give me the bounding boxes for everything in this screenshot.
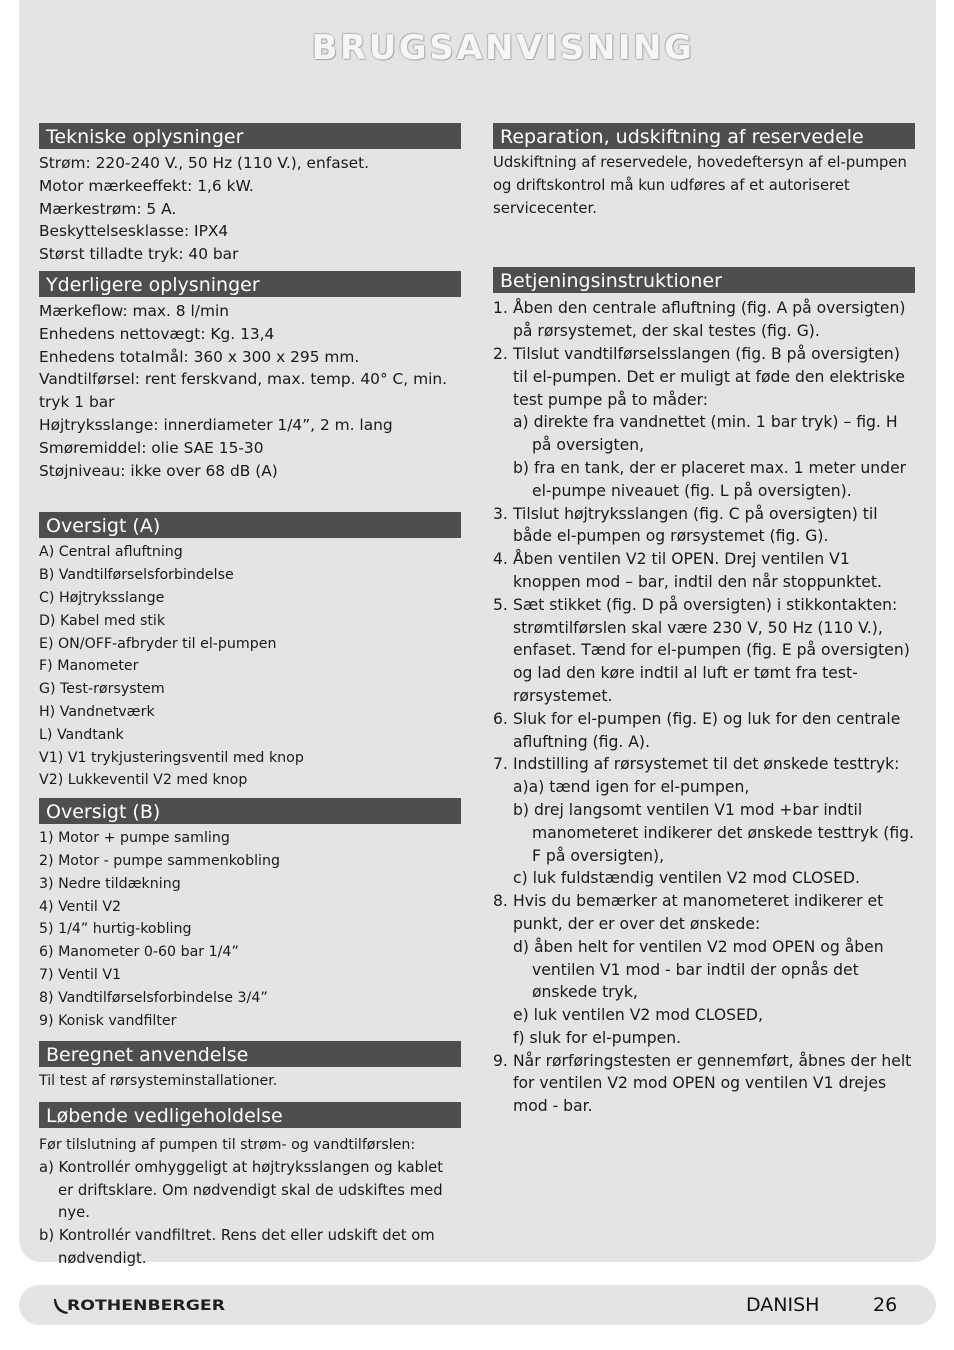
step-text: Tilslut vandtilførselsslangen (fig. B på oversigten) til el-pumpen. Det er muligt at føde den elektriske test pumpe på to måder: (513, 344, 905, 409)
operation-step (493, 343, 915, 503)
page-footer (19, 1285, 936, 1325)
footer-language: DANISH (746, 1294, 820, 1316)
additional-info-line: Mærkeflow: max. 8 l/min (39, 301, 229, 320)
rothenberger-logo (53, 1294, 228, 1316)
technical-info-line: Størst tilladte tryk: 40 bar (39, 245, 239, 264)
maintenance-heading: Løbende vedligeholdelse (39, 1102, 461, 1128)
step-sub-item: c) luk fuldstændig ventilen V2 mod CLOSED. (513, 869, 860, 888)
step-sub-list (513, 776, 915, 890)
repair-heading: Reparation, udskiftning af reservedele (493, 123, 915, 149)
operation-heading: Betjeningsinstruktioner (493, 267, 915, 293)
additional-info-line: tryk 1 bar (39, 393, 115, 412)
operation-step (493, 753, 915, 890)
step-text: Åben den centrale afluftning (fig. A på oversigten) på rørsystemet, der skal testes (fig. G). (513, 299, 906, 341)
operation-step (493, 890, 915, 1050)
step-text: Indstilling af rørsystemet til det ønskede testtryk: (513, 755, 900, 774)
maintenance-section (39, 1102, 461, 1271)
overview-b-item: 2) Motor - pumpe sammenkobling (39, 852, 280, 869)
technical-info-section (39, 123, 461, 266)
overview-a-item: E) ON/OFF-afbryder til el-pumpen (39, 635, 277, 652)
step-sub-item: b) drej langsomt ventilen V1 mod +bar indtil manometeret indikerer det ønskede testtryk (fig. F på oversigten), (513, 800, 915, 865)
overview-a-item: D) Kabel med stik (39, 612, 166, 629)
step-text: Åben ventilen V2 til OPEN. Drej ventilen V1 knoppen mod – bar, indtil den når stoppunktet. (513, 550, 882, 591)
step-sub-list (513, 936, 915, 1050)
step-number: 2. (493, 344, 508, 363)
additional-info-section (39, 271, 461, 482)
page-title: BRUGSANVISNING (311, 28, 695, 68)
overview-a-item: F) Manometer (39, 658, 139, 675)
operation-section (493, 267, 915, 1118)
overview-a-item: C) Højtryksslange (39, 589, 165, 606)
operation-step (493, 708, 915, 754)
step-number: 6. (493, 709, 508, 728)
overview-b-item: 1) Motor + pumpe samling (39, 830, 230, 847)
additional-info-line: Vandtilførsel: rent ferskvand, max. temp. 40° C, min. (39, 370, 447, 389)
overview-b-item: 3) Nedre tildækning (39, 875, 181, 892)
overview-a-item: V2) Lukkeventil V2 med knop (39, 772, 248, 789)
step-text: Hvis du bemærker at manometeret indikerer et punkt, der er over det ønskede: (513, 892, 884, 933)
operation-step (493, 548, 915, 594)
technical-info-line: Strøm: 220-240 V., 50 Hz (110 V.), enfaset. (39, 154, 370, 172)
overview-a-item: V1) V1 trykjusteringsventil med knop (39, 749, 304, 766)
step-number: 5. (493, 595, 508, 614)
additional-info-line: Enhedens nettovægt: Kg. 13,4 (39, 324, 275, 343)
step-text: Når rørføringstesten er gennemført, åbnes der helt for ventilen V2 mod OPEN og ventilen V1 drejes mod - bar. (513, 1051, 912, 1116)
step-sub-item: d) åben helt for ventilen V2 mod OPEN og åben ventilen V1 mod - bar indtil der opnås det ønskede tryk, (513, 937, 884, 1002)
operation-step (493, 594, 915, 708)
overview-b-item: 5) 1/4” hurtig-kobling (39, 921, 192, 938)
step-number: 7. (493, 755, 508, 774)
overview-b-item: 4) Ventil V2 (39, 898, 122, 915)
overview-b-heading: Oversigt (B) (39, 798, 461, 824)
overview-b-item: 8) Vandtilførselsforbindelse 3/4” (39, 989, 268, 1006)
technical-info-line: Beskyttelsesklasse: IPX4 (39, 222, 229, 241)
overview-a-section (39, 512, 461, 792)
overview-b-item: 9) Konisk vandfilter (39, 1012, 177, 1029)
intended-use-text: Til test af rørsysteminstallationer. (39, 1073, 278, 1090)
overview-a-item: A) Central afluftning (39, 544, 183, 561)
step-sub-list (513, 411, 915, 502)
step-sub-item: a) direkte fra vandnettet (min. 1 bar tryk) – fig. H på oversigten, (513, 413, 898, 455)
step-text: Tilslut højtryksslangen (fig. C på oversigten) til både el-pumpen og rørsystemet (fig. G). (513, 504, 878, 546)
operation-steps (493, 297, 915, 1118)
technical-info-heading: Tekniske oplysninger (39, 123, 461, 149)
technical-info-line: Mærkestrøm: 5 A. (39, 199, 177, 218)
logo-wordmark: ROTHENBERGER (67, 1298, 226, 1314)
additional-info-line: Enhedens totalmål: 360 x 300 x 295 mm. (39, 347, 360, 366)
additional-info-heading: Yderligere oplysninger (39, 271, 461, 297)
step-text: Sluk for el-pumpen (fig. E) og luk for den centrale afluftning (fig. A). (513, 709, 901, 751)
step-sub-item: f) sluk for el-pumpen. (513, 1028, 682, 1047)
repair-section (493, 123, 915, 220)
additional-info-line: Smøremiddel: olie SAE 15-30 (39, 438, 264, 457)
overview-a-heading: Oversigt (A) (39, 512, 461, 538)
step-sub-item: a)a) tænd igen for el-pumpen, (513, 778, 750, 797)
step-number: 9. (493, 1051, 508, 1070)
intended-use-heading: Beregnet anvendelse (39, 1041, 461, 1067)
page-number: 26 (873, 1294, 898, 1316)
step-number: 4. (493, 550, 508, 569)
overview-b-section (39, 798, 461, 1032)
repair-text: Udskiftning af reservedele, hovedeftersyn af el-pumpen og driftskontrol må kun udføres af et autoriseret servicecenter. (493, 154, 907, 217)
intended-use-section (39, 1041, 461, 1093)
operation-step (493, 503, 915, 549)
operation-step (493, 297, 915, 343)
overview-a-item: B) Vandtilførselsforbindelse (39, 567, 234, 584)
operation-step (493, 1050, 915, 1118)
step-number: 8. (493, 892, 508, 911)
left-column (39, 123, 461, 1271)
technical-info-line: Motor mærkeeffekt: 1,6 kW. (39, 176, 254, 195)
additional-info-line: Støjniveau: ikke over 68 dB (A) (39, 461, 278, 480)
step-sub-item: e) luk ventilen V2 mod CLOSED, (513, 1006, 763, 1025)
maintenance-item: b) Kontrollér vandfiltret. Rens det eller udskift det om nødvendigt. (39, 1227, 435, 1268)
step-sub-item: b) fra en tank, der er placeret max. 1 meter under el-pumpe niveauet (fig. L på oversigten). (513, 458, 907, 500)
overview-a-item: L) Vandtank (39, 726, 124, 743)
maintenance-intro: Før tilslutning af pumpen til strøm- og vandtilførslen: (39, 1137, 416, 1154)
overview-a-item: G) Test-rørsystem (39, 681, 165, 698)
overview-b-item: 7) Ventil V1 (39, 966, 122, 983)
maintenance-item: a) Kontrollér omhyggeligt at højtryksslangen og kablet er driftsklare. Om nødvendigt skal de udskiftes med nye. (39, 1158, 444, 1222)
additional-info-line: Højtryksslange: innerdiameter 1/4”, 2 m. lang (39, 415, 393, 434)
overview-a-item: H) Vandnetværk (39, 703, 155, 720)
step-number: 3. (493, 504, 508, 523)
overview-b-item: 6) Manometer 0-60 bar 1/4” (39, 944, 239, 961)
step-text: Sæt stikket (fig. D på oversigten) i stikkontakten: strømtilførslen skal være 230 V, 50 Hz (110 V.), enfaset. Tænd for el-pumpen (fig. E på oversigten) og lad den køre indtil al luft er tømt fra test-rørsystemet. (513, 595, 910, 705)
right-column (493, 123, 915, 1118)
step-number: 1. (493, 299, 508, 318)
